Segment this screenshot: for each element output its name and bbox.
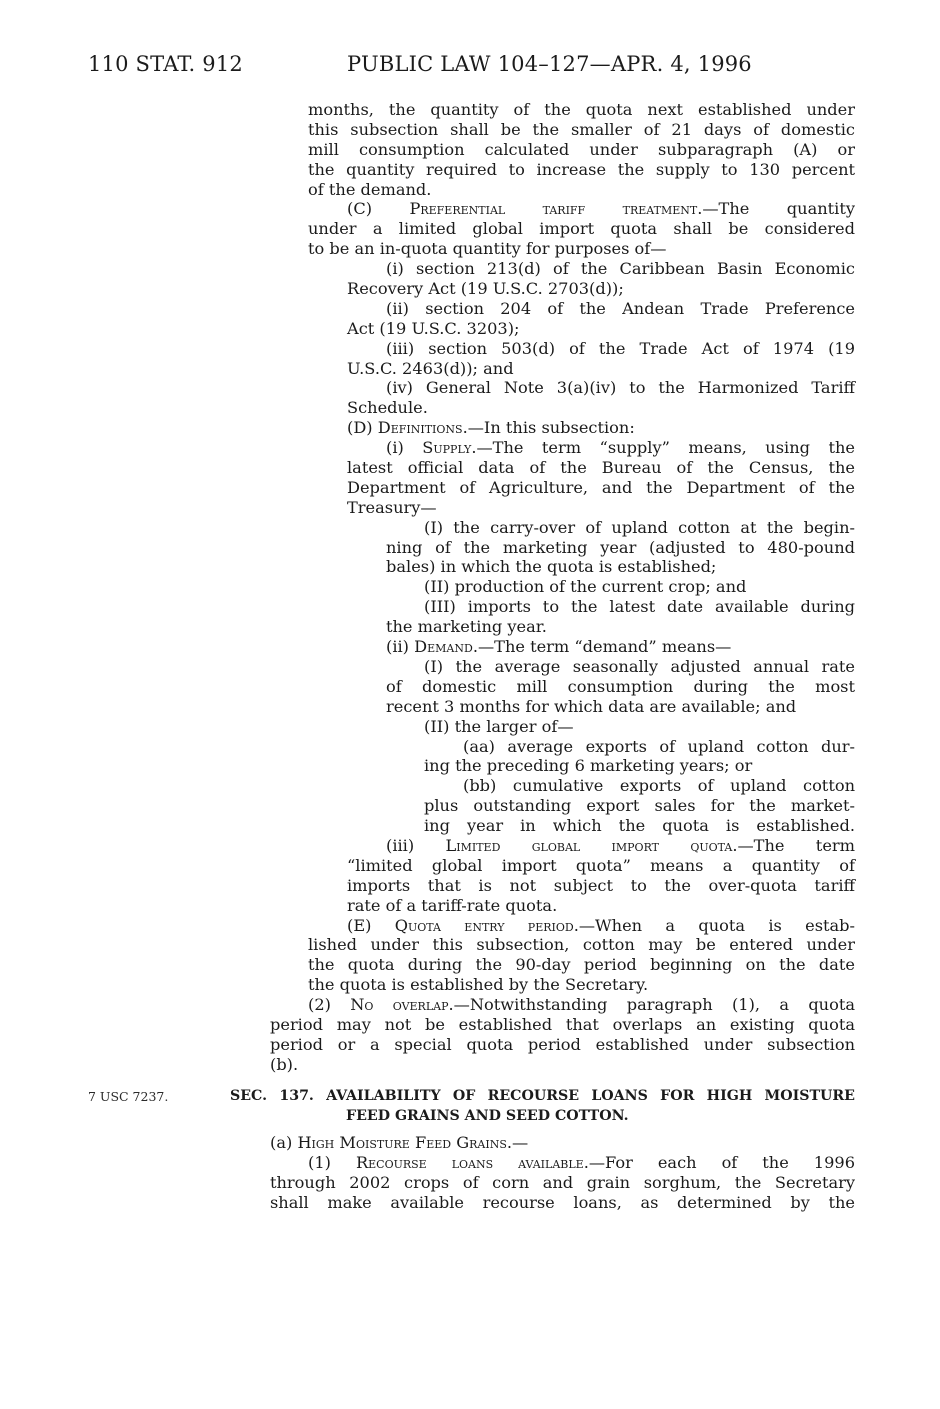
text-line	[270, 478, 855, 498]
margin-note-usc-citation: 7 USC 7237.	[88, 1089, 169, 1104]
text-line	[270, 756, 855, 776]
text-run: (D)	[347, 418, 378, 438]
text-run: .—In this subsection:	[462, 418, 635, 438]
text-run: (II) the larger of—	[424, 716, 574, 736]
text-line	[270, 458, 855, 478]
text-line	[270, 896, 855, 916]
text-run: the quota is established by the Secretary.	[308, 975, 649, 995]
text-run: ning of the marketing year (adjusted to 480-pound	[386, 537, 855, 557]
text-line	[270, 120, 855, 140]
text-run: ing the preceding 6 marketing years; or	[424, 756, 753, 776]
text-run: Treasury—	[347, 497, 437, 517]
text-line	[270, 577, 855, 597]
text-line	[270, 1173, 855, 1193]
section-body-text	[270, 1133, 855, 1213]
text-line	[270, 259, 855, 279]
text-line	[270, 677, 855, 697]
text-run: .—	[506, 1133, 529, 1152]
text-line	[270, 160, 855, 180]
small-caps-heading: Definitions	[377, 418, 463, 438]
text-line	[270, 916, 855, 936]
text-run: U.S.C. 2463(d)); and	[347, 358, 514, 378]
text-line	[270, 239, 855, 259]
text-run: (E)	[347, 915, 395, 935]
text-run: .—The term “supply” means, using the	[471, 438, 855, 458]
text-run: through 2002 crops of corn and grain sorghum, the Secretary	[270, 1172, 855, 1192]
text-line	[270, 1193, 855, 1213]
text-line	[270, 398, 855, 418]
text-line	[270, 339, 855, 359]
text-run: shall make available recourse loans, as determined by the	[270, 1192, 855, 1212]
section-heading-line-2: FEED GRAINS AND SEED COTTON.	[346, 1107, 629, 1124]
small-caps-heading: Demand	[414, 637, 473, 657]
text-line	[270, 219, 855, 239]
text-line	[270, 1055, 855, 1075]
text-line	[270, 319, 855, 339]
text-line	[270, 538, 855, 558]
small-caps-heading: Limited global import quota	[445, 835, 733, 855]
text-line	[270, 597, 855, 617]
text-run: (C)	[347, 199, 410, 219]
small-caps-heading: Supply	[422, 438, 472, 458]
text-line	[270, 100, 855, 120]
text-line	[270, 995, 855, 1015]
text-line	[270, 836, 855, 856]
text-run: .—Notwithstanding paragraph (1), a quota	[448, 995, 856, 1015]
text-run: period or a special quota period established under subsection	[270, 1034, 855, 1054]
section-heading-line-1: SEC. 137. AVAILABILITY OF RECOURSE LOANS FOR HIGH MOISTURE	[230, 1088, 855, 1104]
statute-body-text	[270, 100, 855, 1075]
text-run: .—For each of the 1996	[583, 1152, 855, 1172]
text-line	[270, 1015, 855, 1035]
text-run: (i) section 213(d) of the Caribbean Basin Economic	[386, 259, 855, 279]
text-run: Department of Agriculture, and the Department of the	[347, 477, 855, 497]
text-line	[270, 697, 855, 717]
text-run: the marketing year.	[386, 617, 547, 637]
text-line	[270, 299, 855, 319]
text-line	[270, 776, 855, 796]
text-run: .—The term	[732, 835, 855, 855]
text-line	[270, 637, 855, 657]
text-line	[270, 737, 855, 757]
text-line	[270, 557, 855, 577]
text-run: plus outstanding export sales for the market-	[424, 796, 855, 816]
text-line	[270, 796, 855, 816]
text-run: imports that is not subject to the over-quota tariff	[347, 875, 855, 895]
text-run: (i)	[386, 438, 423, 458]
text-line	[270, 816, 855, 836]
text-run: Recovery Act (19 U.S.C. 2703(d));	[347, 279, 624, 299]
small-caps-heading: Preferential tariff treatment	[409, 199, 698, 219]
small-caps-heading: Quota entry period	[394, 915, 574, 935]
text-line	[270, 617, 855, 637]
text-run: (1)	[308, 1152, 356, 1172]
text-line	[270, 935, 855, 955]
text-run: (2)	[308, 995, 351, 1015]
text-run: (bb) cumulative exports of upland cotton	[463, 776, 855, 796]
small-caps-heading: No overlap	[350, 995, 449, 1015]
text-line	[270, 359, 855, 379]
text-line	[270, 518, 855, 538]
text-run: to be an in-quota quantity for purposes of—	[308, 239, 667, 259]
text-run: (I) the average seasonally adjusted annual rate	[424, 656, 855, 676]
text-run: (II) production of the current crop; and	[424, 577, 747, 597]
text-run: lished under this subsection, cotton may be entered under	[308, 935, 855, 955]
text-line	[270, 717, 855, 737]
text-line	[270, 418, 855, 438]
text-run: mill consumption calculated under subparagraph (A) or	[308, 139, 855, 159]
text-run: recent 3 months for which data are available; and	[386, 696, 797, 716]
running-head: PUBLIC LAW 104–127—APR. 4, 1996	[347, 52, 752, 76]
text-line	[270, 856, 855, 876]
text-line	[270, 876, 855, 896]
text-run: period may not be established that overlaps an existing quota	[270, 1014, 855, 1034]
text-run: .—When a quota is estab-	[573, 915, 855, 935]
text-run: (ii) section 204 of the Andean Trade Preference	[386, 298, 855, 318]
text-line	[270, 498, 855, 518]
text-line	[270, 1035, 855, 1055]
text-run: (iii)	[386, 835, 446, 855]
text-run: (iv) General Note 3(a)(iv) to the Harmonized Tariff	[386, 378, 855, 398]
text-run: (b).	[270, 1054, 299, 1074]
small-caps-heading: Recourse loans available	[355, 1152, 584, 1172]
text-line	[270, 955, 855, 975]
text-line	[270, 657, 855, 677]
text-line	[270, 1153, 855, 1173]
text-line	[270, 378, 855, 398]
text-run: (I) the carry-over of upland cotton at the begin-	[424, 517, 855, 537]
text-run: bales) in which the quota is established;	[386, 557, 717, 577]
text-line	[270, 438, 855, 458]
text-run: .—The term “demand” means—	[472, 637, 732, 657]
small-caps-heading: High Moisture Feed Grains	[297, 1133, 507, 1152]
text-run: Schedule.	[347, 398, 428, 418]
text-line	[270, 199, 855, 219]
section-heading	[230, 1087, 855, 1126]
text-run: rate of a tariff-rate quota.	[347, 895, 558, 915]
text-run: this subsection shall be the smaller of 21 days of domestic	[308, 119, 855, 139]
statute-page-number: 110 STAT. 912	[88, 52, 243, 76]
text-run: Act (19 U.S.C. 3203);	[347, 318, 520, 338]
text-run: (aa) average exports of upland cotton dur-	[463, 736, 855, 756]
text-run: of domestic mill consumption during the most	[386, 676, 855, 696]
text-run: of the demand.	[308, 179, 432, 199]
text-run: latest official data of the Bureau of the Census, the	[347, 458, 855, 478]
text-run: “limited global import quota” means a quantity of	[347, 855, 855, 875]
text-run: .—The quantity	[697, 199, 855, 219]
text-run: the quota during the 90-day period beginning on the date	[308, 955, 855, 975]
text-line	[270, 975, 855, 995]
text-line	[270, 1133, 855, 1153]
text-run: (III) imports to the latest date available during	[424, 597, 855, 617]
text-run: (iii) section 503(d) of the Trade Act of 1974 (19	[386, 338, 855, 358]
text-line	[270, 279, 855, 299]
text-run: ing year in which the quota is established.	[424, 816, 855, 836]
text-run: under a limited global import quota shall be considered	[308, 219, 855, 239]
text-run: (ii)	[386, 637, 415, 657]
text-line	[270, 140, 855, 160]
text-run: the quantity required to increase the supply to 130 percent	[308, 159, 855, 179]
text-line	[270, 180, 855, 200]
text-run: (a)	[270, 1133, 298, 1152]
text-run: months, the quantity of the quota next established under	[308, 100, 855, 119]
